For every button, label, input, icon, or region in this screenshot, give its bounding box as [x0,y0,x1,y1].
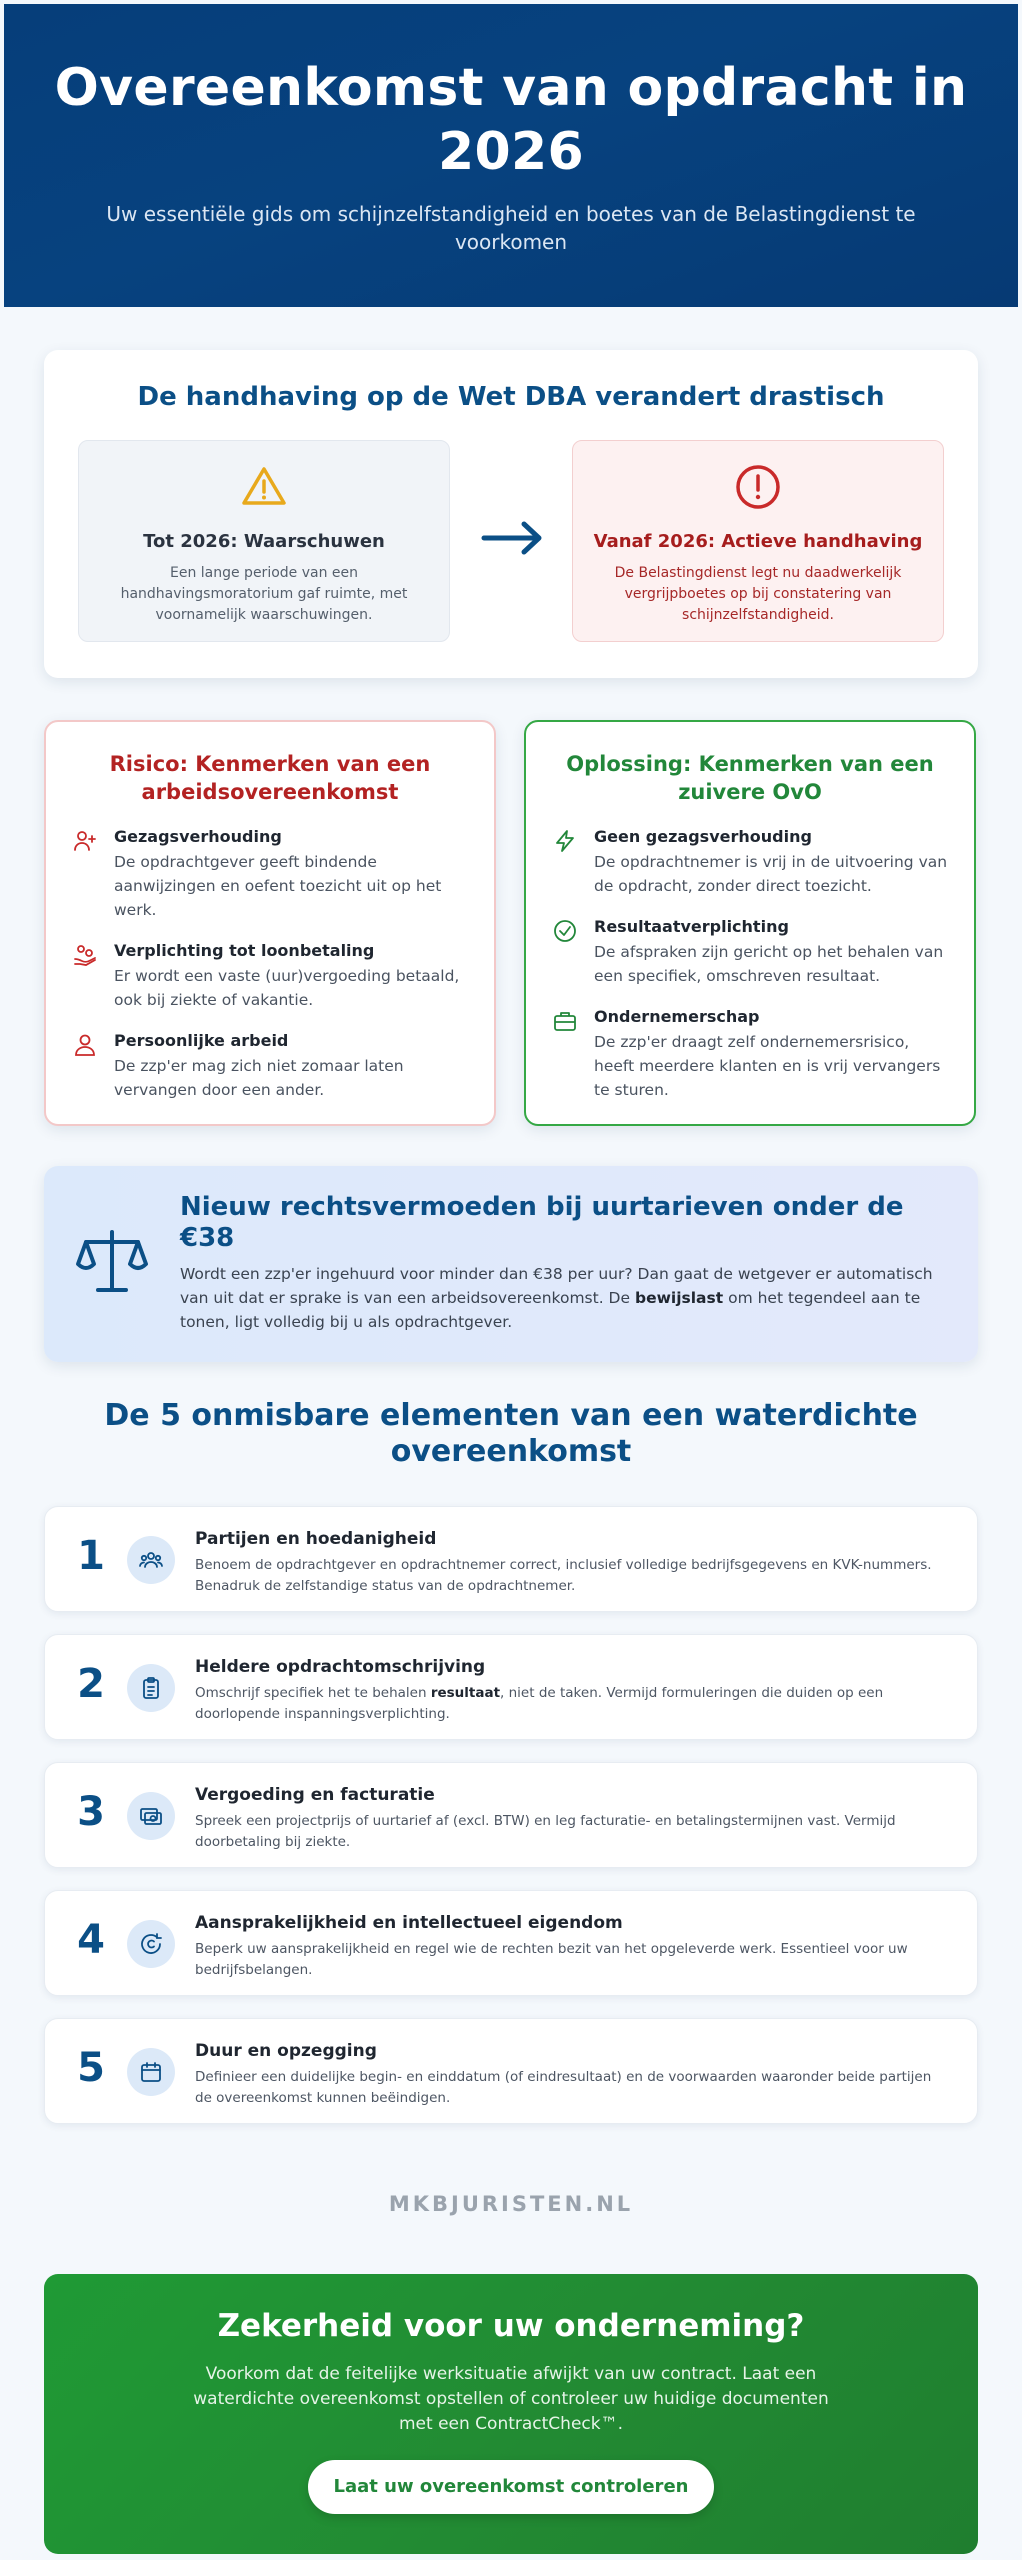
step-text: Spreek een projectprijs of uurtarief af (excl. BTW) en leg facturatie- en betalingstermijnen vast. Vermijd doorbetaling bij ziekte. [195,1813,896,1850]
risk-item-text: De zzp'er mag zich niet zomaar laten vervangen door een ander. [114,1057,404,1099]
phase-after-title: Vanaf 2026: Actieve handhaving [593,531,923,552]
step-number: 3 [77,1789,105,1835]
check-circle-icon [552,918,578,944]
step-title: Heldere opdrachtomschrijving [195,1657,486,1677]
step-text: Beperk uw aansprakelijkheid en regel wie de rechten bezit van het opgeleverde werk. Essentieel voor uw bedrijfsbelangen. [195,1941,908,1978]
solution-item [552,1006,954,1102]
step-badge [127,1920,175,1968]
cta-title: Zekerheid voor uw onderneming? [217,2308,805,2344]
step-title: Duur en opzegging [195,2041,377,2061]
solution-title: Oplossing: Kenmerken van een zuivere OvO [566,752,934,804]
briefcase-icon [552,1008,578,1034]
user-icon [72,1032,98,1058]
step-card [44,2018,978,2124]
solution-item [552,826,954,898]
solution-card [524,720,976,1126]
step-text: Omschrijf specifiek het te behalen resultaat, niet de taken. Vermijd formuleringen die duiden op een doorlopende inspanningsverplichting. [195,1685,884,1722]
step-number: 4 [77,1917,105,1963]
solution-item-title: Geen gezagsverhouding [594,827,812,846]
cta-text: Voorkom dat de feitelijke werksituatie afwijkt van uw contract. Laat een waterdichte overeenkomst opstellen of controleer uw huidige documenten met een ContractCheck™. [193,2364,829,2434]
dba-card [44,350,978,678]
step-card [44,1890,978,1996]
risk-card [44,720,496,1126]
risk-item-text: De opdrachtgever geeft bindende aanwijzingen en oefent toezicht uit op het werk. [114,853,442,919]
step-title: Vergoeding en facturatie [195,1785,435,1805]
banner-text: Wordt een zzp'er ingehuurd voor minder dan €38 per uur? Dan gaat de wetgever er automatisch van uit dat er sprake is van een arbeidsovereenkomst. De bewijslast om het tegendeel aan te tonen, ligt volledig bij u als opdrachtgever. [180,1265,933,1331]
hero-header [4,4,1018,307]
step-text: Benoem de opdrachtgever en opdrachtnemer correct, inclusief volledige bedrijfsgegevens en KVK-nummers. Benadruk de zelfstandige status van de opdrachtnemer. [195,1557,932,1594]
step-card [44,1506,978,1612]
step-title: Aansprakelijkheid en intellectueel eigendom [195,1913,623,1933]
arrow-right-icon [478,518,548,558]
phase-before-2026 [78,440,450,642]
phase-before-text: Een lange periode van een handhavingsmoratorium gaf ruimte, met voornamelijk waarschuwingen. [120,565,408,623]
step-text: Definieer een duidelijke begin- en einddatum (of eindresultaat) en de voorwaarden waaronder beide partijen de overeenkomst kunnen beëindigen. [195,2069,932,2106]
scale-icon [74,1224,150,1300]
hand-coins-icon [72,942,98,968]
alert-circle-icon [573,463,943,511]
phase-from-2026 [572,440,944,642]
solution-item-title: Ondernemerschap [594,1007,760,1026]
user-plus-icon [72,828,98,854]
risk-item-title: Gezagsverhouding [114,827,282,846]
solution-item-text: De zzp'er draagt zelf ondernemersrisico, heeft meerdere klanten en is vrij vervangers te sturen. [594,1033,941,1099]
risk-item-text: Er wordt een vaste (uur)vergoeding betaald, ook bij ziekte of vakantie. [114,967,460,1009]
step-card [44,1634,978,1740]
risk-item [72,826,474,922]
risk-item [72,1030,474,1102]
check-contract-button[interactable]: Laat uw overeenkomst controleren [308,2460,714,2514]
solution-item-text: De afspraken zijn gericht op het behalen van een specifiek, omschreven resultaat. [594,943,944,985]
step-card [44,1762,978,1868]
elements-title: De 5 onmisbare elementen van een waterdichte overeenkomst [104,1398,918,1469]
step-number: 5 [77,2045,105,2091]
brand-logo-text: MKBJURISTEN.NL [388,2192,634,2216]
banner-title: Nieuw rechtsvermoeden bij uurtarieven onder de €38 [180,1192,904,1253]
step-badge [127,2048,175,2096]
step-number: 2 [77,1661,105,1707]
risk-item-title: Persoonlijke arbeid [114,1031,289,1050]
warning-triangle-icon [79,463,449,511]
solution-item [552,916,954,988]
legal-presumption-banner [44,1166,978,1362]
risk-title: Risico: Kenmerken van een arbeidsovereenkomst [109,752,431,804]
step-number: 1 [77,1533,105,1579]
page-title: Overeenkomst van opdracht in 2026 [54,58,968,182]
step-badge [127,1664,175,1712]
step-badge [127,1792,175,1840]
phase-before-title: Tot 2026: Waarschuwen [143,531,385,552]
solution-item-text: De opdrachtnemer is vrij in de uitvoering van de opdracht, zonder direct toezicht. [594,853,948,895]
lightning-icon [552,828,578,854]
step-badge [127,1536,175,1584]
cta-panel [44,2274,978,2554]
solution-item-title: Resultaatverplichting [594,917,789,936]
page-subtitle: Uw essentiële gids om schijnzelfstandigheid en boetes van de Belastingdienst te voorkomen [106,202,916,254]
dba-title: De handhaving op de Wet DBA verandert drastisch [137,382,885,412]
risk-item-title: Verplichting tot loonbetaling [114,941,375,960]
risk-item [72,940,474,1012]
step-title: Partijen en hoedanigheid [195,1529,437,1549]
phase-after-text: De Belastingdienst legt nu daadwerkelijk vergrijpboetes op bij constatering van schijnzelfstandigheid. [614,565,902,623]
